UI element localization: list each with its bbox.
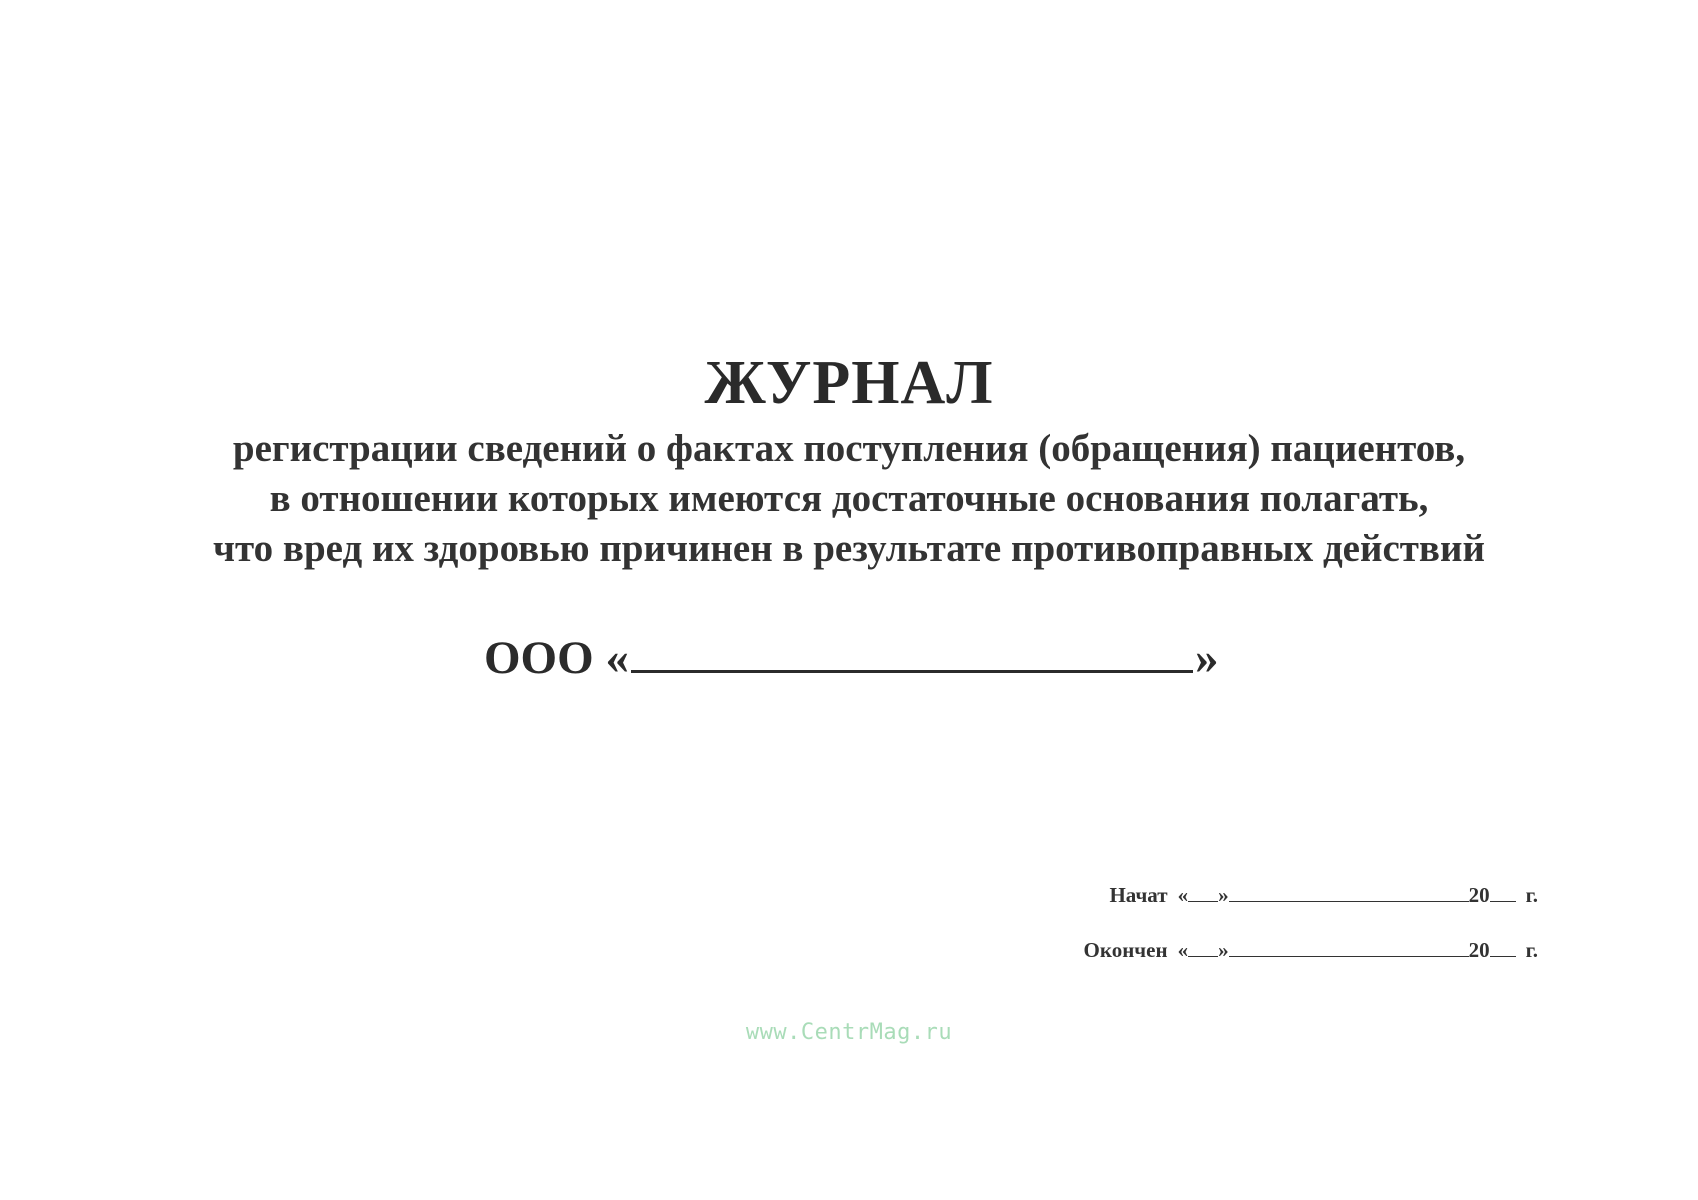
end-date-label: Окончен [1083,938,1168,962]
organization-field [484,628,1218,686]
organization-close-quote: » [1194,632,1219,684]
journal-subtitle [0,424,1698,574]
end-date-open-quote: « [1177,938,1189,962]
organization-prefix: ООО [484,632,594,684]
start-month-blank [1229,883,1469,902]
start-year-suffix: г. [1525,883,1538,907]
start-year-prefix: 20 [1468,883,1490,907]
subtitle-line-3: что вред их здоровью причинен в результате противоправных действий [213,527,1485,570]
end-month-blank [1229,938,1469,957]
end-date-close-quote: » [1218,938,1229,962]
start-day-blank [1188,883,1218,902]
end-day-blank [1188,938,1218,957]
subtitle-line-2: в отношении которых имеются достаточные основания полагать, [269,477,1429,520]
watermark: www.CentrMag.ru [745,1020,953,1045]
organization-name-blank [631,628,1193,673]
start-date-open-quote: « [1177,883,1189,907]
subtitle-line-1: регистрации сведений о фактах поступления (обращения) пациентов, [232,427,1466,470]
organization-open-quote: « [605,632,629,684]
start-date-label: Начат [1109,883,1168,907]
end-year-suffix: г. [1525,938,1538,962]
end-year-blank [1490,938,1516,957]
start-date-field [1109,882,1538,908]
end-date-field [1084,937,1538,963]
start-year-blank [1490,883,1516,902]
journal-title: ЖУРНАЛ [704,349,994,417]
start-date-close-quote: » [1218,883,1229,907]
end-year-prefix: 20 [1468,938,1490,962]
